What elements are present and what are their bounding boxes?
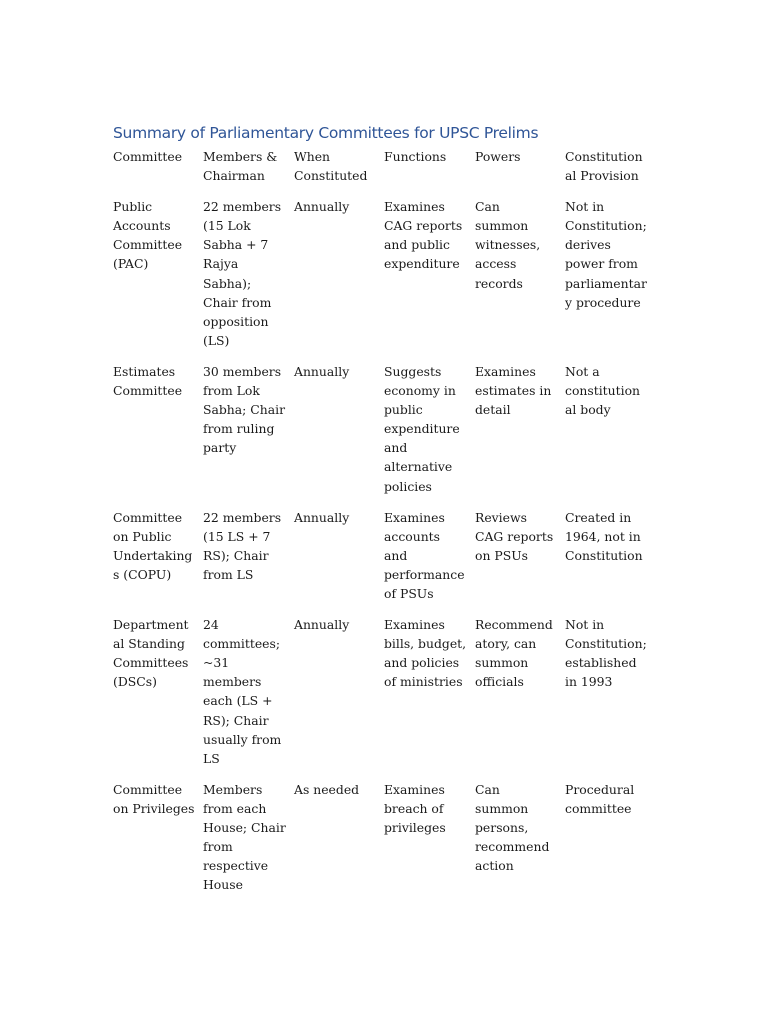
committees-table bbox=[109, 147, 651, 906]
cell-powers: Examines estimates in detail bbox=[475, 363, 552, 418]
cell-powers: Can summon persons, recommend action bbox=[475, 781, 550, 874]
cell-members: 24 committees; ~31 members each (LS + RS); Chair usually from LS bbox=[203, 617, 282, 766]
column-header-powers: Powers bbox=[475, 149, 521, 164]
cell-committee: Committee on Public Undertakings (COPU) bbox=[113, 509, 193, 582]
cell-when: As needed bbox=[294, 781, 360, 797]
cell-provision: Not a constitutional body bbox=[565, 363, 641, 418]
cell-functions: Examines breach of privileges bbox=[384, 781, 446, 835]
cell-powers: Recommendatory, can summon officials bbox=[475, 617, 553, 690]
cell-when: Annually bbox=[294, 363, 350, 379]
cell-members: 30 members from Lok Sabha; Chair from ruling party bbox=[203, 363, 286, 456]
cell-members: 22 members (15 LS + 7 RS); Chair from LS bbox=[203, 509, 282, 582]
cell-functions: Examines CAG reports and public expenditure bbox=[384, 199, 463, 272]
cell-provision: Not in Constitution; established in 1993 bbox=[565, 617, 647, 690]
column-header-committee: Committee bbox=[113, 149, 183, 164]
cell-powers: Reviews CAG reports on PSUs bbox=[475, 509, 554, 563]
cell-committee: Estimates Committee bbox=[113, 363, 183, 399]
cell-when: Annually bbox=[294, 509, 350, 525]
column-header-functions: Functions bbox=[384, 149, 447, 164]
cell-when: Annually bbox=[294, 617, 350, 633]
cell-committee: Committee on Privileges bbox=[113, 781, 195, 816]
table-row bbox=[109, 362, 651, 508]
cell-when: Annually bbox=[294, 199, 350, 215]
column-header-members: Members & Chairman bbox=[203, 149, 278, 184]
table-header-row bbox=[109, 147, 651, 197]
cell-provision: Not in Constitution; derives power from parliamentary procedure bbox=[565, 199, 647, 310]
cell-powers: Can summon witnesses, access records bbox=[475, 199, 541, 291]
cell-provision: Created in 1964, not in Constitution bbox=[565, 509, 643, 563]
table-row bbox=[109, 197, 651, 362]
column-header-when: When Constituted bbox=[294, 149, 368, 184]
cell-committee: Departmental Standing Committees (DSCs) bbox=[113, 617, 189, 690]
cell-functions: Suggests economy in public expenditure and alternative policies bbox=[384, 363, 460, 494]
cell-members: 22 members (15 Lok Sabha + 7 Rajya Sabha); Chair from opposition (LS) bbox=[203, 199, 282, 348]
cell-committee: Public Accounts Committee (PAC) bbox=[113, 199, 183, 272]
cell-members: Members from each House; Chair from respective House bbox=[203, 781, 286, 893]
table-row bbox=[109, 508, 651, 615]
document-title: Summary of Parliamentary Committees for UPSC Prelims bbox=[113, 124, 539, 142]
cell-provision: Procedural committee bbox=[565, 781, 635, 816]
column-header-provision: Constitutional Provision bbox=[565, 149, 643, 184]
table-row bbox=[109, 780, 651, 907]
cell-functions: Examines bills, budget, and policies of ministries bbox=[384, 617, 467, 690]
cell-functions: Examines accounts and performance of PSUs bbox=[384, 509, 465, 601]
table-row bbox=[109, 615, 651, 780]
